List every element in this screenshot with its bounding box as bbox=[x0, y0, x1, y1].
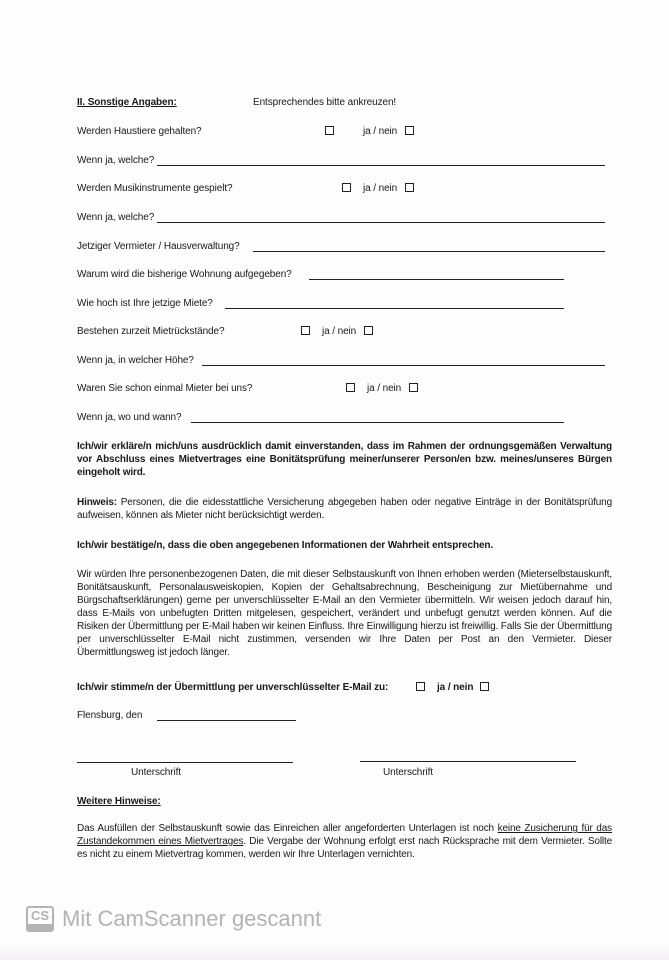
hinweis-paragraph bbox=[77, 496, 612, 522]
instruments-no-checkbox[interactable] bbox=[405, 183, 414, 192]
section-title: II. Sonstige Angaben: bbox=[77, 97, 177, 108]
truth-confirmation: Ich/wir bestätige/n, dass die oben angegebenen Informationen der Wahrheit entsprechen. bbox=[77, 540, 494, 551]
further-notes-paragraph bbox=[77, 822, 612, 861]
credit-check-consent-paragraph: Ich/wir erkläre/n mich/uns ausdrücklich damit einverstanden, dass im Rahmen der ordnungsgemäßen Verwaltung vor Abschluss eines Mietvertrages eine Bonitätsprüfung meiner/unserer Person/en bzw. meines/unseres Bürgen eingeholt wird. bbox=[77, 441, 612, 478]
instruments-which-label: Wenn ja, welche? bbox=[77, 212, 155, 223]
pets-yes-checkbox[interactable] bbox=[325, 126, 334, 135]
signature-line-1[interactable] bbox=[77, 762, 293, 763]
reason-leaving-label: Warum wird die bisherige Wohnung aufgegeben? bbox=[77, 269, 292, 280]
hinweis-text: Personen, die die eidesstattliche Versicherung abgegeben haben oder negative Einträge in der Bonitätsprüfung aufweisen, können als Mieter nicht berücksichtigt werden. bbox=[77, 497, 612, 521]
pets-option-label: ja / nein bbox=[363, 126, 398, 137]
further-notes-text-before: Das Ausfüllen der Selbstauskunft sowie das Einreichen aller angeforderten Unterlagen ist noch bbox=[77, 823, 498, 834]
current-rent-input-line[interactable] bbox=[225, 308, 564, 309]
pets-no-checkbox[interactable] bbox=[405, 126, 414, 135]
email-consent-option-label: ja / nein bbox=[437, 682, 474, 693]
email-info-paragraph: Wir würden Ihre personenbezogenen Daten, die mit dieser Selbstauskunft von Ihnen erhoben werden (Mieterselbstauskunft, Bonitätsauskunft, Personalausweiskopien, Kopien der Gehaltsabrechnung, Bescheinigung zur Mietübernahme und Bürgschaftserklärungen) gerne per unverschlüsselter E-Mail an den Vermieter übermitteln. Wir weisen jedoch darauf hin, dass E-Mails von unbefugten Dritten mitgelesen, gespeichert, verändert und unbefugt genutzt werden können. Auf die Risiken der Übermittlung per E-Mail haben wir keinen Einfluss. Ihre Einwilligung hierzu ist freiwillig. Falls Sie der Übermittlung per unverschlüsselter E-Mail nicht zustimmen, versenden wir Ihre Daten per Post an den Vermieter. Dieser Übermittlungsweg ist jedoch länger. bbox=[77, 569, 612, 658]
previous-tenant-no-checkbox[interactable] bbox=[409, 383, 418, 392]
previous-tenant-yes-checkbox[interactable] bbox=[346, 383, 355, 392]
place-date-label: Flensburg, den bbox=[77, 710, 143, 721]
camscanner-logo-icon: CS bbox=[26, 906, 54, 932]
email-consent-yes-checkbox[interactable] bbox=[416, 682, 425, 691]
question-pets-label: Werden Haustiere gehalten? bbox=[77, 126, 202, 137]
email-consent-no-checkbox[interactable] bbox=[480, 682, 489, 691]
instruments-which-input-line[interactable] bbox=[157, 222, 605, 223]
camscanner-watermark-text: Mit CamScanner gescannt bbox=[62, 906, 322, 931]
rent-arrears-label: Bestehen zurzeit Mietrückstände? bbox=[77, 326, 225, 337]
previous-tenant-option-label: ja / nein bbox=[367, 383, 402, 394]
question-instruments-label: Werden Musikinstrumente gespielt? bbox=[77, 183, 233, 194]
pets-which-input-line[interactable] bbox=[157, 165, 605, 166]
section-instruction: Entsprechendes bitte ankreuzen! bbox=[253, 97, 397, 108]
instruments-yes-checkbox[interactable] bbox=[342, 183, 351, 192]
where-when-input-line[interactable] bbox=[191, 422, 564, 423]
pets-which-label: Wenn ja, welche? bbox=[77, 155, 155, 166]
further-notes-underlined: keine Zusicherung für das Zustandekommen eines Mietvertrages bbox=[77, 823, 612, 847]
arrears-amount-input-line[interactable] bbox=[202, 365, 605, 366]
reason-leaving-input-line[interactable] bbox=[309, 279, 564, 280]
instruments-option-label: ja / nein bbox=[363, 183, 398, 194]
hinweis-label: Hinweis: bbox=[77, 497, 117, 508]
arrears-amount-label: Wenn ja, in welcher Höhe? bbox=[77, 355, 194, 366]
rent-arrears-no-checkbox[interactable] bbox=[364, 326, 373, 335]
camscanner-watermark bbox=[26, 906, 321, 932]
signature-label-1: Unterschrift bbox=[131, 767, 181, 778]
where-when-label: Wenn ja, wo und wann? bbox=[77, 412, 182, 423]
rent-arrears-yes-checkbox[interactable] bbox=[301, 326, 310, 335]
scan-edge-tint bbox=[0, 944, 669, 960]
current-landlord-label: Jetziger Vermieter / Hausverwaltung? bbox=[77, 241, 240, 252]
further-notes-text-after: . Die Vergabe der Wohnung erfolgt erst nach Rücksprache mit dem Vermieter. Sollte es nicht zu einem Mietvertrag kommen, werden wir Ihre Unterlagen vernichten. bbox=[77, 836, 612, 860]
rent-arrears-option-label: ja / nein bbox=[322, 326, 357, 337]
signature-label-2: Unterschrift bbox=[383, 767, 433, 778]
email-consent-label: Ich/wir stimme/n der Übermittlung per unverschlüsselter E-Mail zu: bbox=[77, 682, 389, 693]
date-input-line[interactable] bbox=[157, 720, 296, 721]
previous-tenant-label: Waren Sie schon einmal Mieter bei uns? bbox=[77, 383, 253, 394]
current-rent-label: Wie hoch ist Ihre jetzige Miete? bbox=[77, 298, 213, 309]
signature-line-2[interactable] bbox=[360, 761, 576, 762]
current-landlord-input-line[interactable] bbox=[253, 251, 605, 252]
further-notes-title: Weitere Hinweise: bbox=[77, 796, 161, 807]
